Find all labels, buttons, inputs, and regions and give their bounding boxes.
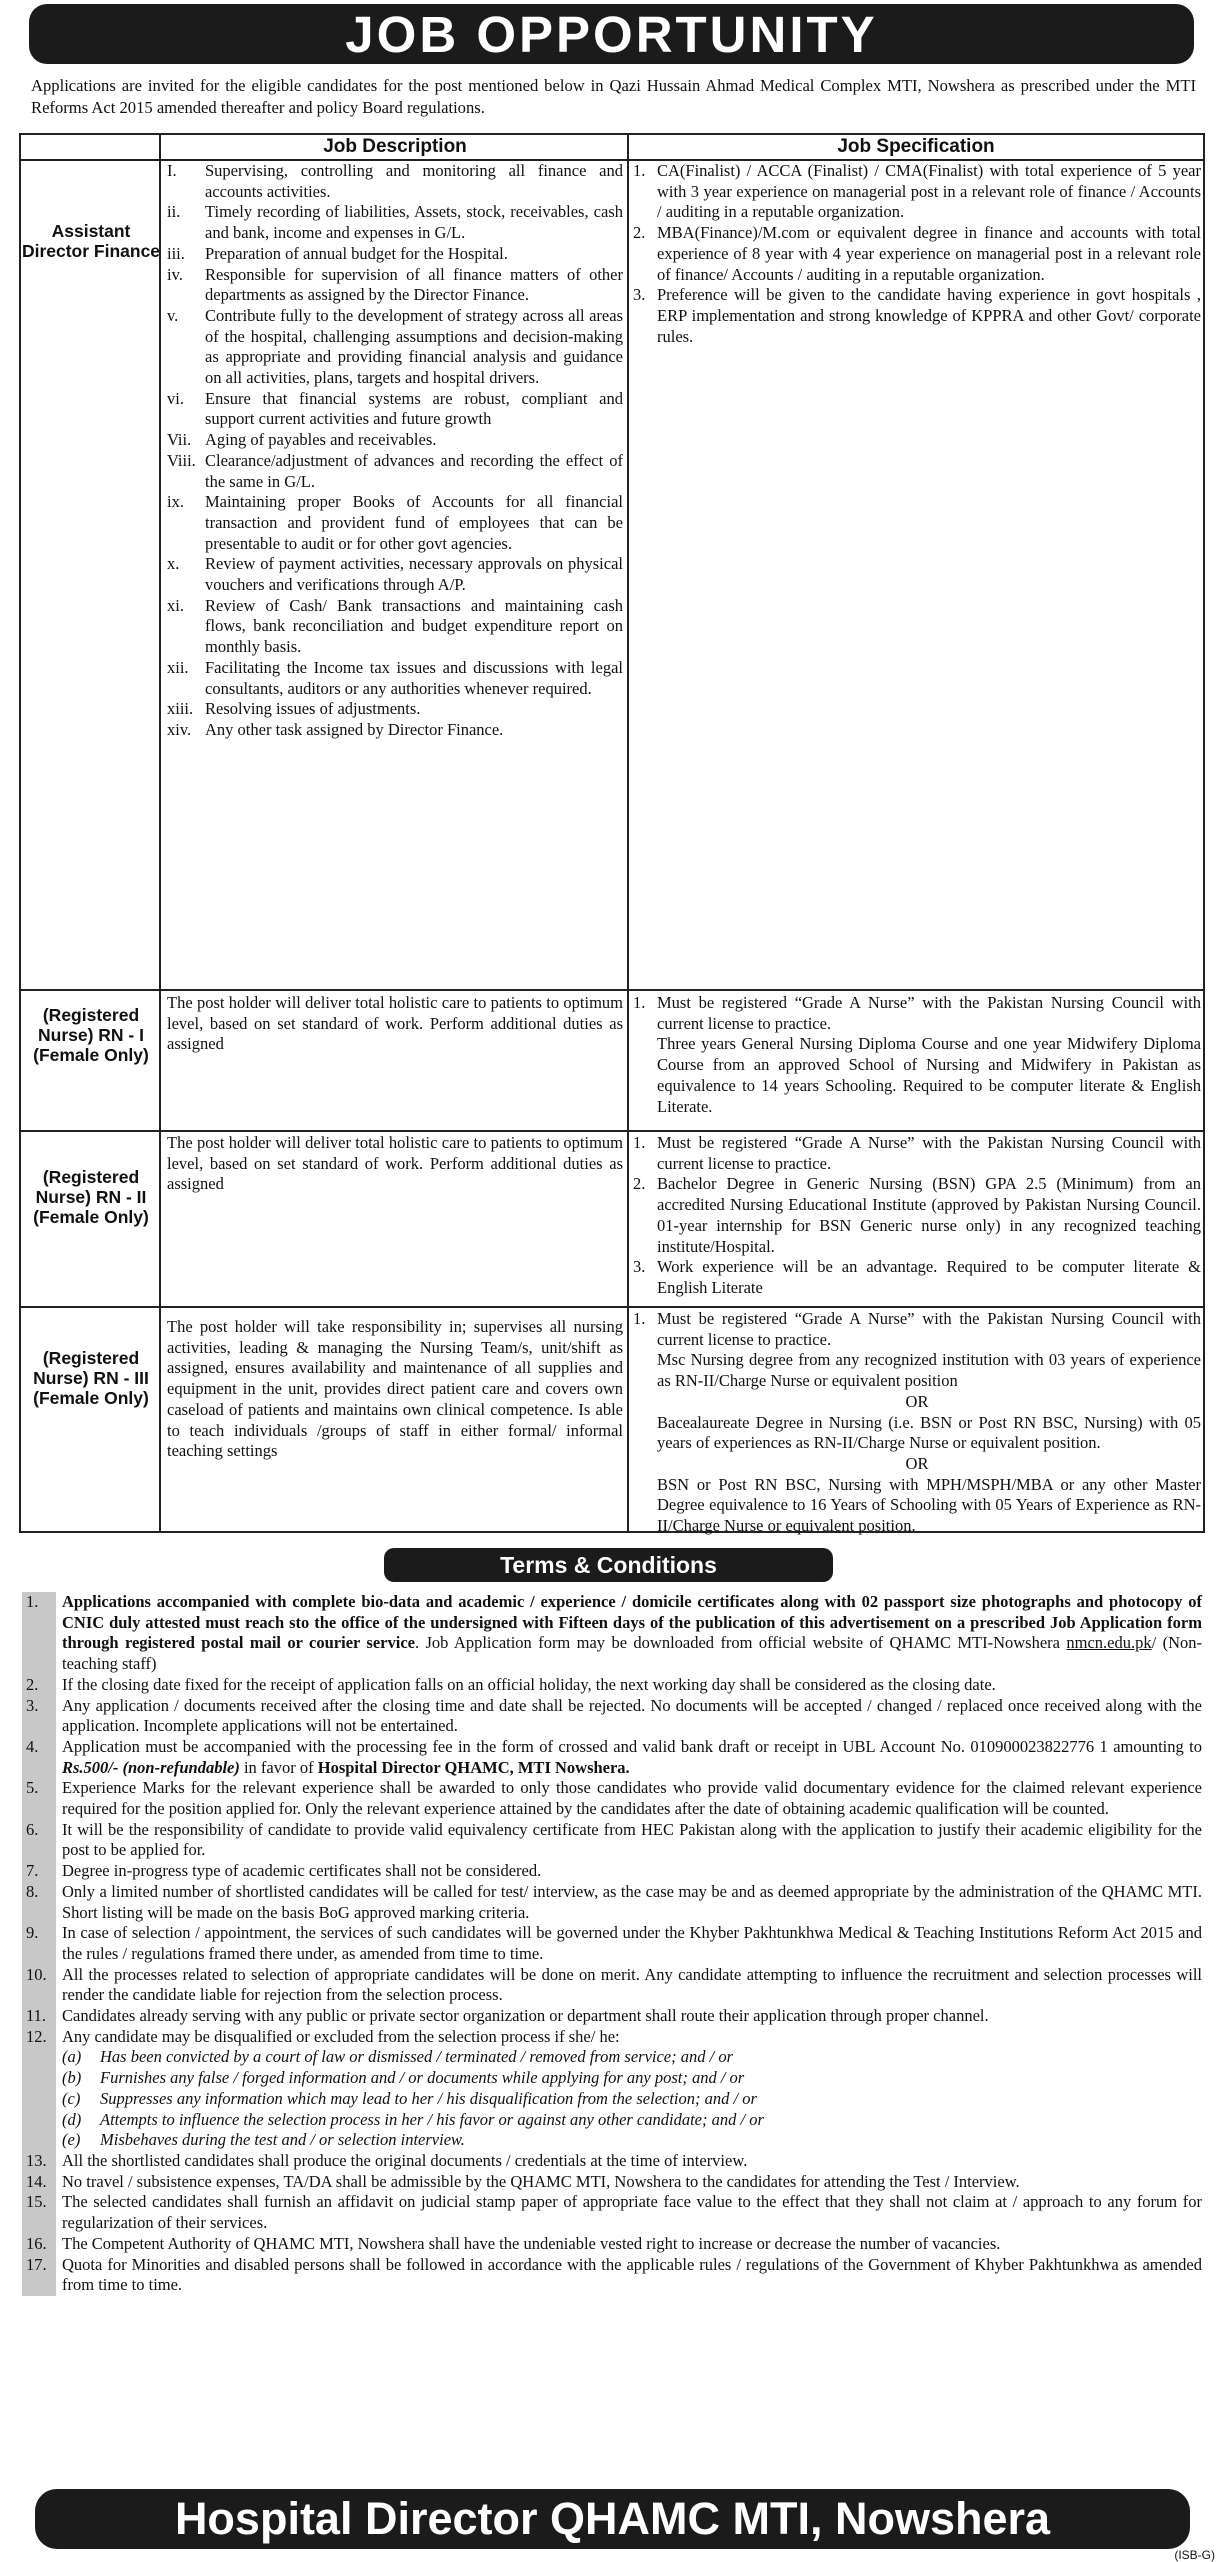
post-title-assistant-director: Assistant Director Finance (21, 221, 161, 261)
term-item: 13. All the shortlisted candidates shall produce the original documents / credentials at the time of interview. (22, 2151, 1202, 2172)
term-item: 12. Any candidate may be disqualified or excluded from the selection process if she/ he: (a) Has been convicted by a court of law or dismissed / terminated / removed from service; and / or (b) Furnishes any false / forged information and / or documents while applying for any post; and / or (c) Suppresses any information which may lead to her / his disqualification from the selection; and / or (d) Attempts to influence the selection process in her / his favor or against any other candidate; and / or (e) Misbehaves during the test and / or selection interview. (22, 2027, 1202, 2151)
term-item: 16. The Competent Authority of QHAMC MTI, Nowshera shall have the undeniable vested right to increase or decrease the number of vacancies. (22, 2234, 1202, 2255)
term-item: 3. Any application / documents received after the closing time and date shall be rejected. No documents will be accepted / changed / replaced once received along with the application. Incomplete applications will not be entertained. (22, 1696, 1202, 1737)
list-item: 1. CA(Finalist) / ACCA (Finalist) / CMA(Finalist) with total experience of 5 year with 3 year experience on managerial post in a relevant role of finance / Accounts / auditing in a reputable organization. (633, 161, 1201, 222)
list-item: 3. Preference will be given to the candidate having experience in govt hospitals , ERP implementation and strong knowledge of KPPRA and other Govt/ corporate rules. (633, 285, 1201, 346)
table-header-row (21, 135, 1203, 161)
ad-code: (ISB-G) (1174, 2548, 1215, 2562)
list-item: x. Review of payment activities, necessary approvals on physical vouchers and verifications through A/P. (167, 554, 623, 595)
post-2-specification: 1. Must be registered “Grade A Nurse” with the Pakistan Nursing Council with current license to practice. Three years General Nursing Diploma Course and one year Midwifery Diploma Course from an approved School of Nursing and Midwifery in Pakistan as equivalence to 14 years Schooling. Required to be computer literate & English Literate. (633, 993, 1201, 1116)
list-item: xiv. Any other task assigned by Director Finance. (167, 719, 504, 739)
job-table (19, 133, 1205, 1536)
list-item: ii. Timely recording of liabilities, Assets, stock, receivables, cash and bank, income and expenses in G/L. (167, 202, 623, 243)
list-item: iv. Responsible for supervision of all finance matters of other departments as assigned by the Director Finance. (167, 264, 623, 305)
post-title-rn-2: (Registered Nurse) RN - II (Female Only) (33, 1167, 149, 1227)
post-4-specification: 1. Must be registered “Grade A Nurse” with the Pakistan Nursing Council with current license to practice. Msc Nursing degree from any recognized institution with 03 years of experience as RN-II/Charge Nurse or equivalent position OR Bacealaureate Degree in Nursing (i.e. BSN or Post RN BSC, Nursing) with 05 years of experiences as RN-II/Charge Nurse or equivalent position. OR BSN or Post RN BSC, Nursing with MPH/MSPH/MBA or any other Master Degree equivalence to 16 Years of Schooling with 05 Years of Experience as RN-II/Charge Nurse or equivalent position. (633, 1309, 1201, 1536)
sub-item: (d) Attempts to influence the selection process in her / his favor or against any other candidate; and / or (62, 2109, 764, 2129)
list-item: 2. MBA(Finance)/M.com or equivalent degree in finance and accounts with total experience of 8 year with 4 year experience on managerial post in a relevant role of finance/ Accounts / auditing in a reputable organization. (633, 223, 1201, 284)
list-item: Vii. Aging of payables and receivables. (167, 430, 437, 450)
term-item: 7. Degree in-progress type of academic certificates shall not be considered. (22, 1861, 1202, 1882)
list-item: 2. Bachelor Degree in Generic Nursing (BSN) GPA 2.5 (Minimum) from an accredited Nursing Educational Institute (approved by Pakistan Nursing Council. 01-year internship for BSN Generic nurse only) in any recognized teaching institute/Hospital. (633, 1174, 1201, 1256)
post-4-description: The post holder will take responsibility in; supervises all nursing activities, leading & managing the Nursing Team/s, unit/shift as assigned, ensures availability and maintenance of all supplies and equipment in the unit, provides direct patient care and covers own caseload of patients and maintains own clinical competence. Is able to teach individuals /groups of staff in either formal/ informal teaching settings (167, 1317, 623, 1461)
term-item: 14. No travel / subsistence expenses, TA/DA shall be admissible by the QHAMC MTI, Nowshera to the candidates for attending the Test / Interview. (22, 2172, 1202, 2193)
term-item: 15. The selected candidates shall furnish an affidavit on judicial stamp paper of appropriate face value to the effect that they shall not claim at / approach to any forum for regularization of their services. (22, 2192, 1202, 2233)
col-header-description: Job Description (323, 136, 467, 157)
footer-signature: Hospital Director QHAMC MTI, Nowshera (35, 2489, 1190, 2549)
term-item: 10. All the processes related to selection of appropriate candidates will be done on merit. Any candidate attempting to influence the recruitment and selection processes will render the candidate liable for rejection from the selection process. (22, 1965, 1202, 2006)
term-item: 11. Candidates already serving with any public or private sector organization or department shall route their application through proper channel. (22, 2006, 1202, 2027)
page-title: JOB OPPORTUNITY (29, 4, 1194, 64)
list-item: iii. Preparation of annual budget for the Hospital. (167, 243, 508, 263)
list-item: xi. Review of Cash/ Bank transactions and maintaining cash flows, bank reconciliation and budget expenditure report on monthly basis. (167, 595, 623, 657)
post-2-description: The post holder will deliver total holistic care to patients to optimum level, based on set standard of work. Perform additional duties as assigned (167, 993, 623, 1054)
term-item: 2. If the closing date fixed for the receipt of application falls on an official holiday, the next working day shall be considered as the closing date. (22, 1675, 1202, 1696)
post-3-description: The post holder will deliver total holistic care to patients to optimum level, based on set standard of work. Perform additional duties as assigned (167, 1133, 623, 1194)
term-item: 5. Experience Marks for the relevant experience shall be awarded to only those candidates who provide valid documentary evidence for the claimed relevant experience required for the position applied for. Only the relevant experience attained by the candidates after the date of obtaining academic qualification will be counted. (22, 1778, 1202, 1819)
list-item: ix. Maintaining proper Books of Accounts for all financial transaction and provident fund of employees that can be presentable to audit or for other govt agencies. (167, 492, 623, 553)
sub-item: (c) Suppresses any information which may lead to her / his disqualification from the selection; and / or (62, 2088, 757, 2108)
term-item: 9. In case of selection / appointment, the services of such candidates will be governed under the Khyber Pakhtunkhwa Medical & Teaching Institutions Reform Act 2015 and the rules / regulations framed there under, as amended from time to time. (22, 1923, 1202, 1964)
term-item: 4. Application must be accompanied with the processing fee in the form of crossed and valid bank draft or receipt in UBL Account No. 010900023822776 1 amounting to Rs.500/- (non-refundable) in favor of Hospital Director QHAMC, MTI Nowshera. (22, 1737, 1202, 1778)
list-item: I. Supervising, controlling and monitoring all finance and accounts activities. (167, 161, 623, 201)
post-1-specification (633, 161, 1201, 347)
website-link[interactable]: nmcn.edu.pk (1066, 1633, 1152, 1653)
list-item: v. Contribute fully to the development of strategy across all areas of the hospital, challenging assumptions and decision-making as appropriate and providing financial analysis and guidance on all activities, plans, targets and hospital drivers. (167, 305, 623, 388)
list-item: xii. Facilitating the Income tax issues and discussions with legal consultants, auditors or any authorities whenever required. (167, 657, 623, 698)
intro-paragraph: Applications are invited for the eligible candidates for the post mentioned below in Qazi Hussain Ahmad Medical Complex MTI, Nowshera as prescribed under the MTI Reforms Act 2015 amended thereafter and policy Board regulations. (31, 76, 1196, 117)
term-item: 1. Applications accompanied with complete bio-data and academic / experience / domicile certificates along with 02 passport size photographs and photocopy of CNIC duly attested must reach sto the office of the undersigned with Fifteen days of the publication of this advertisement on a prescribed Job Application form through registered postal mail or courier service. Job Application form may be downloaded from official website of QHAMC MTI-Nowshera nmcn.edu.pk/ (Non-teaching staff) (22, 1592, 1202, 1675)
sub-item: (a) Has been convicted by a court of law or dismissed / terminated / removed from service; and / or (62, 2047, 733, 2067)
col-header-specification: Job Specification (837, 136, 995, 157)
post-title-rn-3: (Registered Nurse) RN - III (Female Only) (33, 1348, 149, 1408)
list-item: vi. Ensure that financial systems are robust, compliant and support current activities and future growth (167, 388, 623, 429)
sub-item: (e) Misbehaves during the test and / or selection interview. (62, 2130, 465, 2150)
list-item: xiii. Resolving issues of adjustments. (167, 699, 421, 719)
term-item: 8. Only a limited number of shortlisted candidates will be called for test/ interview, as the case may be and as deemed appropriate by the administration of the QHAMC MTI. Short listing will be made on the basis BoG approved marking criteria. (22, 1882, 1202, 1923)
list-item: Viii. Clearance/adjustment of advances and recording the effect of the same in G/L. (167, 450, 623, 491)
term-item: 6. It will be the responsibility of candidate to provide valid equivalency certificate from HEC Pakistan along with the application to justify their academic eligibility for the post to be applied for. (22, 1820, 1202, 1861)
terms-title: Terms & Conditions (384, 1548, 833, 1582)
post-1-description (167, 161, 623, 741)
terms-list (22, 1592, 1202, 2296)
sub-item: (b) Furnishes any false / forged information and / or documents while applying for any post; and / or (62, 2068, 745, 2088)
list-item: 1. Must be registered “Grade A Nurse” with the Pakistan Nursing Council with current license to practice. (633, 1133, 1201, 1173)
post-3-specification (633, 1133, 1201, 1299)
term-item: 17. Quota for Minorities and disabled persons shall be followed in accordance with the applicable rules / regulations of the Government of Khyber Pakhtunkhwa as amended from time to time. (22, 2255, 1202, 2296)
post-title-rn-1: (Registered Nurse) RN - I (Female Only) (33, 1005, 149, 1065)
list-item: 3. Work experience will be an advantage. Required to be computer literate & English Literate (633, 1257, 1201, 1297)
